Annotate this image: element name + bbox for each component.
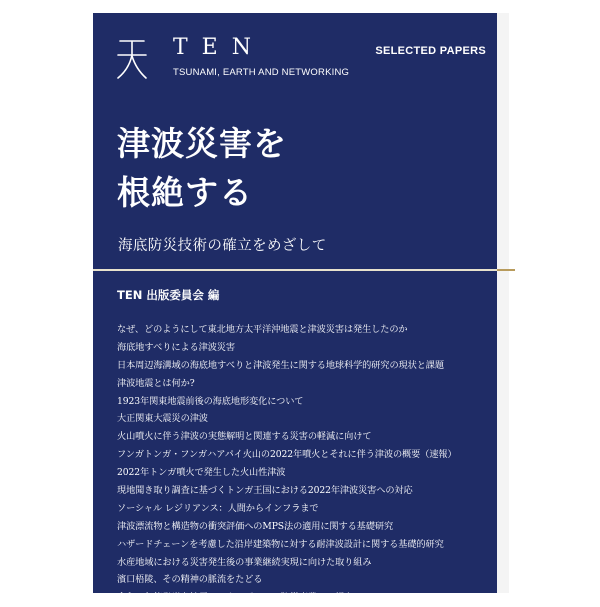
cover-divider-accent [497, 269, 515, 271]
book-title-line-1: 津波災害を [117, 124, 287, 163]
cover-divider [93, 269, 497, 271]
book-title-line-2: 根絶する [117, 173, 253, 212]
toc-item: 1923年関東地震前後の海底地形変化について [117, 395, 304, 407]
ten-kanji-logo-icon [117, 39, 147, 79]
toc-item: 濱口梧陵、その精神の脈流をたどる [117, 574, 263, 586]
toc-item: 令和６年能登半島地震のメカニズムと、防災事業への提言 [117, 592, 354, 604]
toc-item: 2022年トンガ噴火で発生した火山性津波 [117, 467, 286, 479]
toc-item: フンガトンガ・フンガハアパイ火山の2022年噴火とそれに伴う津波の概要（速報） [117, 449, 457, 461]
series-label: SELECTED PAPERS [375, 45, 486, 57]
book-cover [93, 13, 497, 604]
toc-item: 津波地震とは何か? [117, 377, 195, 389]
logo-subtitle: TSUNAMI, EARTH AND NETWORKING [173, 67, 350, 78]
editor-credit: TEN 出版委員会 編 [117, 288, 220, 302]
toc-item: 海底地すべりによる津波災害 [117, 341, 235, 353]
book-spine-edge [497, 13, 509, 593]
toc-item: ソーシャル レジリアンス：人間からインフラまで [117, 502, 319, 514]
toc-item: 火山噴火に伴う津波の実態解明と関連する災害の軽減に向けて [117, 431, 372, 443]
toc-item: 津波漂流物と構造物の衝突評価へのMPS法の適用に関する基礎研究 [117, 520, 394, 532]
toc-item: 日本周辺海溝域の海底地すべりと津波発生に関する地球科学的研究の現状と課題 [117, 359, 444, 371]
toc-item: ハザードチェーンを考慮した沿岸建築物に対する耐津波設計に関する基礎的研究 [117, 538, 444, 550]
logo-title: TEN [173, 35, 265, 60]
toc-item: 水産地域における災害発生後の事業継続実現に向けた取り組み [117, 556, 372, 568]
toc-item: 現地聞き取り調査に基づくトンガ王国における2022年津波災害への対応 [117, 485, 413, 497]
book-subtitle: 海底防災技術の確立をめざして [118, 238, 327, 254]
toc-item: なぜ、どのようにして東北地方太平洋沖地震と津波災害は発生したのか [117, 324, 408, 335]
table-of-contents [117, 321, 457, 607]
toc-item: 大正関東大震災の津波 [117, 413, 208, 425]
